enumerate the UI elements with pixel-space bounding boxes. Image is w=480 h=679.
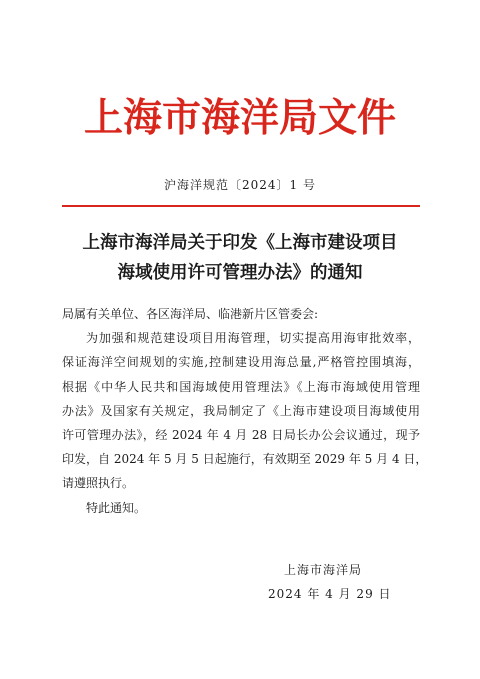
masthead-title: 上海市海洋局文件 [83,95,396,141]
signature-date: 2024 年 4 月 29 日 [268,587,392,601]
notice-title-line-1: 上海市海洋局关于印发《上海市建设项目 [82,233,398,253]
body-line-6: 印发，自 2024 年 5 月 5 日起施行，有效期至 2029 年 5 月 4 日， [62,452,428,467]
signature-org: 上海市海洋局 [284,563,363,577]
document-number: 沪海洋规范〔2024〕1 号 [164,178,316,192]
red-divider [62,205,420,207]
notice-title-line-2: 海域使用许可管理办法》的通知 [117,263,363,283]
closing-line: 特此通知。 [86,500,147,515]
notice-body [62,302,428,520]
body-line-1: 为加强和规范建设项目用海管理，切实提高用海审批效率， [86,331,420,346]
body-line-3: 根据《中华人民共和国海域使用管理法》《上海市海域使用管理 [62,379,420,394]
body-line-7: 请遵照执行。 [62,476,135,491]
body-line-4: 办法》及国家有关规定，我局制定了《上海市建设项目海域使用 [62,403,420,418]
body-line-2: 保证海洋空间规划的实施,控制建设用海总量,严格管控围填海， [62,355,420,370]
body-line-5: 许可管理办法》，经 2024 年 4 月 28 日局长办公会议通过，现予 [62,428,420,443]
notice-title [0,228,480,288]
salutation: 局属有关单位、各区海洋局、临港新片区管委会: [62,307,319,321]
